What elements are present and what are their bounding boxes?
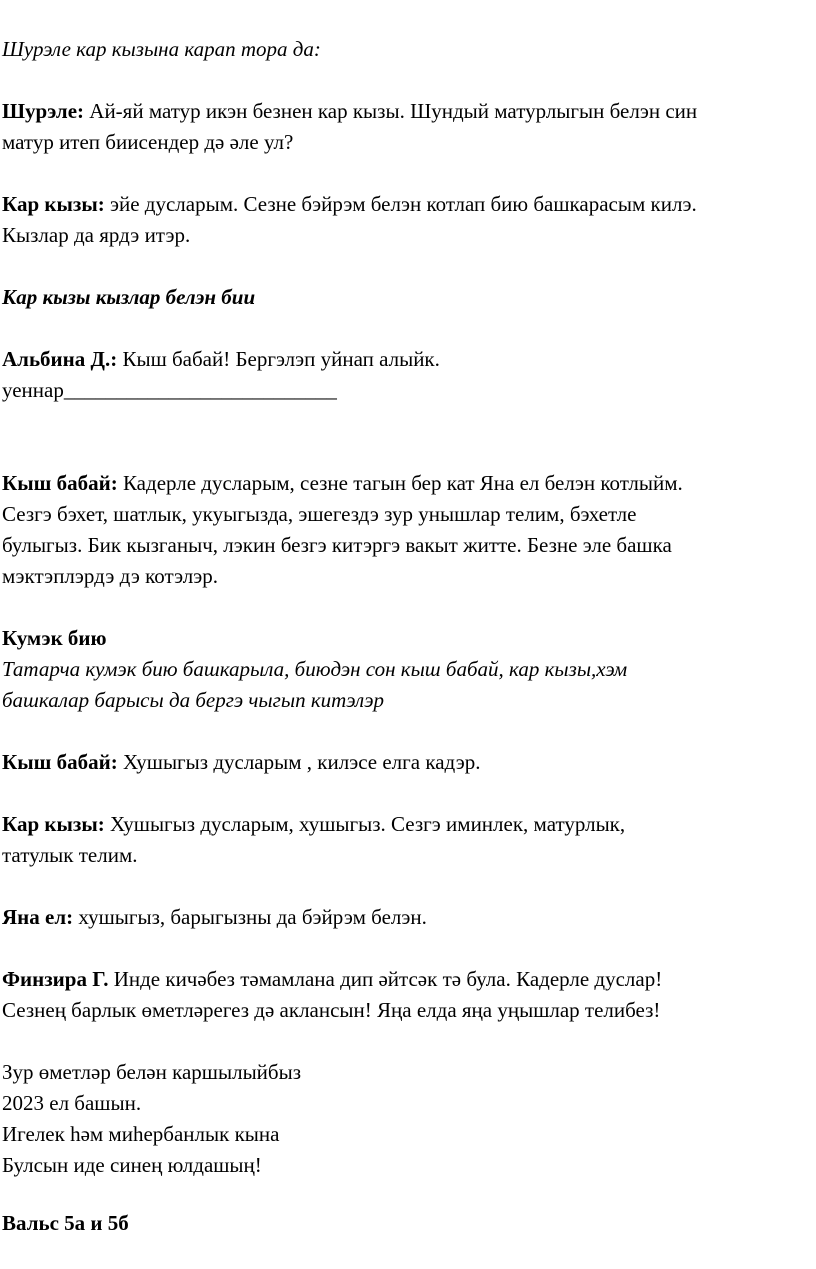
poem-line: Игелек һәм миһербанлык кына — [2, 1122, 280, 1146]
speech-text: татулык телим. — [2, 843, 138, 867]
speech-text: мэктэплэрдэ дэ котэлэр. — [2, 564, 219, 588]
speech-text: Кызлар да ярдэ итэр. — [2, 223, 191, 247]
speaker-label: Финзира Г. — [2, 967, 109, 991]
speaker-label: Кыш бабай: — [2, 471, 118, 495]
speaker-label: Альбина Д.: — [2, 347, 118, 371]
line-kysh-babai-1 — [2, 468, 814, 592]
stage-direction: Татарча кумэк бию башкарыла, биюдэн сон кыш бабай, кар кызы,хэм — [2, 657, 628, 681]
stage-direction-intro: Шурэле кар кызына карап тора да: — [2, 37, 321, 61]
speaker-label: Кар кызы: — [2, 812, 105, 836]
stage-direction-dance: Кар кызы кызлар белэн бии — [2, 285, 256, 309]
line-kar-kyzy-2 — [2, 809, 814, 871]
line-kysh-babai-2 — [2, 747, 814, 778]
poem-line: 2023 ел башын. — [2, 1091, 142, 1115]
speech-text: эйе дусларым. Сезне бэйрэм белэн котлап бию башкарасым килэ. — [104, 192, 697, 216]
speech-text: Ай-яй матур икэн безнен кар кызы. Шундый матурлыгын белэн син — [84, 99, 698, 123]
speech-text: матур итеп биисендер дә әле ул? — [2, 130, 294, 154]
speech-text: Хушыгыз дусларым, хушыгыз. Сезгэ иминлек, матурлык, — [104, 812, 626, 836]
speaker-label: Кыш бабай: — [2, 750, 118, 774]
speaker-label: Шурэле: — [2, 99, 85, 123]
speech-text: Сезнең барлык өметләрегез дә аклансын! Яңа елда яңа уңышлар телибез! — [2, 998, 661, 1022]
poem — [2, 1057, 814, 1181]
speech-text: булыгыз. Бик кызганыч, лэкин безгэ китэргэ вакыт житте. Безне эле башка — [2, 533, 672, 557]
line-yana-el — [2, 902, 814, 933]
line-finzira — [2, 964, 814, 1026]
speaker-label: Яна ел: — [2, 905, 74, 929]
line-kar-kyzy-1 — [2, 189, 814, 251]
line-shurele — [2, 96, 814, 158]
poem-line: Зур өметләр белән каршылыйбыз — [2, 1060, 302, 1084]
line-albina — [2, 344, 814, 406]
poem-line: Булсын иде синең юлдашың! — [2, 1153, 262, 1177]
final-number: Вальс 5а и 5б — [2, 1211, 129, 1235]
speech-text: Сезгэ бэхет, шатлык, укуыгызда, эшегездэ зур унышлар телим, бэхетле — [2, 502, 637, 526]
speech-text: Кыш бабай! Бергэлэп уйнап алыйк. — [117, 347, 440, 371]
speech-text: Инде кичәбез тәмамлана дип әйтсәк тә була. Кадерле дуслар! — [108, 967, 663, 991]
stage-direction: башкалар барысы да бергэ чыгып китэлэр — [2, 688, 384, 712]
speech-text: Кадерле дусларым, сезне тагын бер кат Яна ел белэн котлыйм. — [117, 471, 683, 495]
speech-text: хушыгыз, барыгызны да бэйрэм белэн. — [73, 905, 427, 929]
games-blank-line: уеннар__________________________ — [2, 378, 337, 402]
speaker-label: Кар кызы: — [2, 192, 105, 216]
speech-text: Хушыгыз дусларым , килэсе елга кадэр. — [117, 750, 481, 774]
document-body — [2, 34, 814, 1239]
section-kumek-biyu — [2, 623, 814, 716]
section-title: Кумэк бию — [2, 626, 107, 650]
